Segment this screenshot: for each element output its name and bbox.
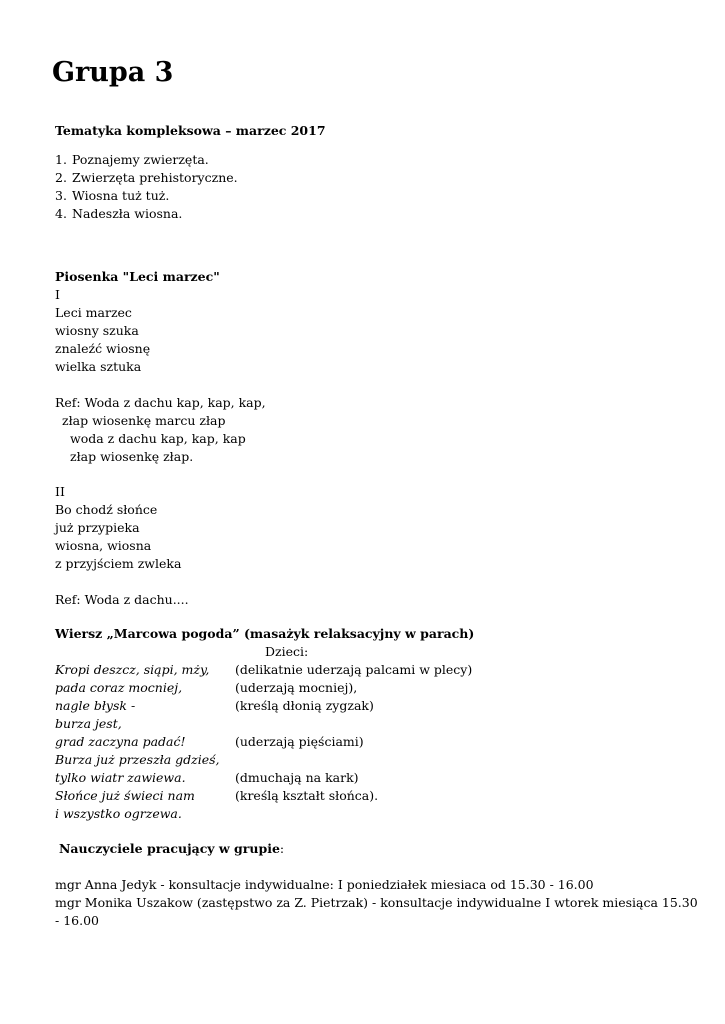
list-number: 2. — [55, 170, 67, 185]
list-number: 1. — [55, 152, 67, 167]
poem-action: (delikatnie uderzają palcami w plecy) — [235, 662, 473, 677]
list-item — [55, 151, 209, 169]
song-refrain-line: złap wiosenkę złap. — [70, 449, 194, 464]
song-line: I — [55, 287, 60, 302]
poem-action: (uderzają pięściami) — [235, 734, 364, 749]
page-title: Grupa 3 — [52, 57, 174, 88]
song-line: Bo chodź słońce — [55, 502, 158, 517]
song-refrain-line: złap wiosenkę marcu złap — [62, 413, 226, 428]
poem-action: (uderzają mocniej), — [235, 680, 358, 695]
poem-verse: grad zaczyna padać! — [55, 734, 186, 749]
teacher-line: mgr Monika Uszakow (zastępstwo za Z. Pietrzak) - konsultacje indywidualne I wtorek miesiąca 15.30 — [55, 895, 698, 910]
song-refrain-line: Ref: Woda z dachu.... — [55, 592, 189, 607]
song-line: II — [55, 484, 65, 499]
list-number: 4. — [55, 206, 67, 221]
poem-heading: Wiersz „Marcowa pogoda” (masażyk relaksacyjny w parach) — [55, 626, 475, 641]
song-heading: Piosenka "Leci marzec" — [55, 269, 220, 284]
poem-verse: Kropi deszcz, siąpi, mży, — [55, 662, 210, 677]
song-line: wielka sztuka — [55, 359, 142, 374]
poem-verse: burza jest, — [55, 716, 122, 731]
teachers-heading-colon: : — [279, 841, 285, 856]
list-text: Nadeszła wiosna. — [72, 206, 183, 221]
song-refrain-line: woda z dachu kap, kap, kap — [70, 431, 246, 446]
list-text: Poznajemy zwierzęta. — [72, 152, 209, 167]
song-refrain-line: Ref: Woda z dachu kap, kap, kap, — [55, 395, 266, 410]
list-item — [55, 205, 182, 223]
poem-verse: nagle błysk - — [55, 698, 136, 713]
teacher-line: - 16.00 — [55, 913, 99, 928]
list-number: 3. — [55, 188, 67, 203]
song-line: wiosny szuka — [55, 323, 139, 338]
teachers-heading — [59, 840, 284, 858]
list-item — [55, 187, 169, 205]
poem-action: (kreślą kształt słońca). — [235, 788, 379, 803]
poem-verse: Burza już przeszła gdzieś, — [55, 752, 220, 767]
song-line: z przyjściem zwleka — [55, 556, 182, 571]
theme-heading: Tematyka kompleksowa – marzec 2017 — [55, 123, 326, 138]
children-label: Dzieci: — [265, 644, 309, 659]
teachers-heading-text: Nauczyciele pracujący w grupie — [59, 841, 280, 856]
poem-action: (dmuchają na kark) — [235, 770, 359, 785]
list-text: Wiosna tuż tuż. — [72, 188, 170, 203]
poem-verse: pada coraz mocniej, — [55, 680, 183, 695]
poem-verse: i wszystko ogrzewa. — [55, 806, 182, 821]
poem-verse: Słońce już świeci nam — [55, 788, 195, 803]
poem-verse: tylko wiatr zawiewa. — [55, 770, 186, 785]
song-line: wiosna, wiosna — [55, 538, 152, 553]
poem-action: (kreślą dłonią zygzak) — [235, 698, 374, 713]
list-text: Zwierzęta prehistoryczne. — [72, 170, 238, 185]
song-line: znaleźć wiosnę — [55, 341, 151, 356]
song-line: Leci marzec — [55, 305, 132, 320]
song-line: już przypieka — [55, 520, 140, 535]
teacher-line: mgr Anna Jedyk - konsultacje indywidualne: I poniedziałek miesiaca od 15.30 - 16.00 — [55, 877, 594, 892]
list-item — [55, 169, 238, 187]
